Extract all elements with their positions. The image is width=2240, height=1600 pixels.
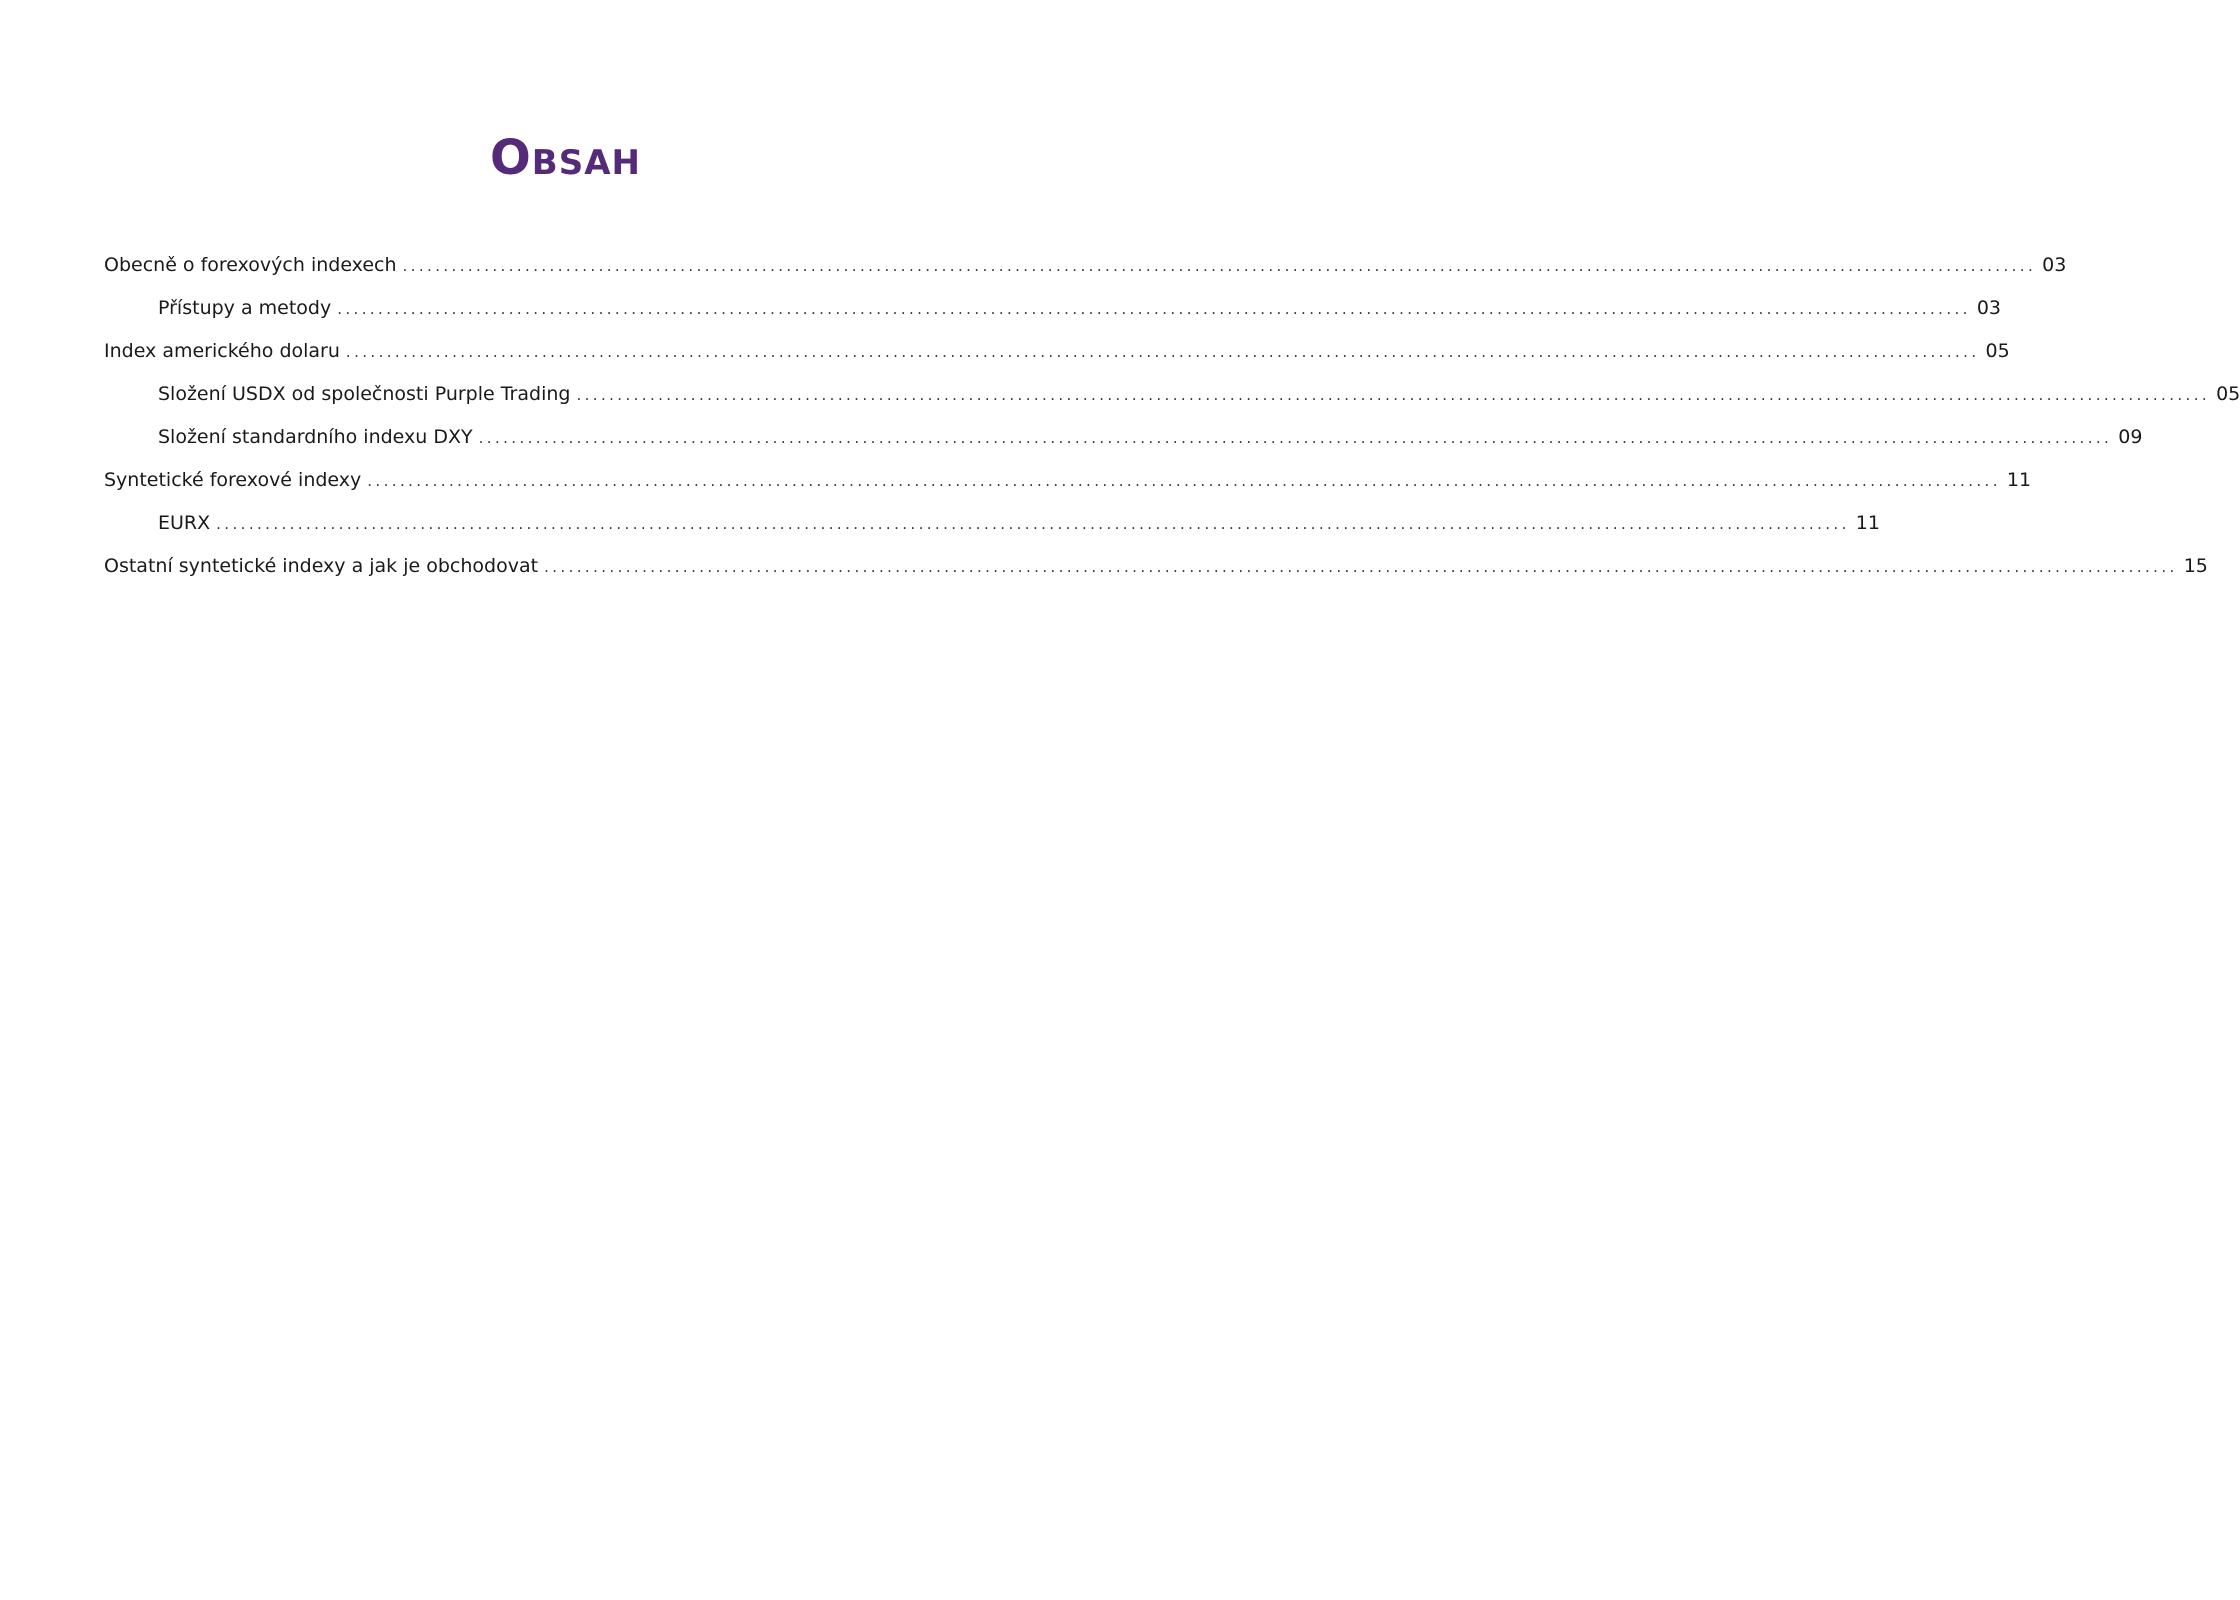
toc-page-number: 09	[2118, 426, 2143, 448]
toc-page-number: 15	[2183, 555, 2208, 577]
toc-entry[interactable]	[104, 416, 2143, 459]
toc-dot-leader: ........................................................................................................................................................................................................	[216, 515, 1850, 533]
toc-dot-leader: ........................................................................................................................................................................................................	[576, 386, 2211, 404]
toc-page-number: 03	[1976, 297, 2002, 319]
toc-entry[interactable]	[104, 244, 2067, 287]
toc-entry-label: Index amerického dolaru	[104, 340, 340, 362]
toc-dot-leader: ........................................................................................................................................................................................................	[544, 558, 2178, 576]
toc-page-number: 05	[2216, 383, 2240, 405]
toc-entry-label: Obecně o forexových indexech	[104, 254, 397, 276]
toc-entry-label: Složení standardního indexu DXY	[158, 426, 473, 448]
toc-entry-label: EURX	[158, 512, 211, 534]
toc-dot-leader: ........................................................................................................................................................................................................	[337, 300, 1971, 318]
toc-entry-label: Syntetické forexové indexy	[104, 469, 362, 491]
toc-entry-label: Složení USDX od společnosti Purple Trading	[158, 383, 571, 405]
toc-entry[interactable]	[104, 373, 2240, 416]
toc-page-number: 03	[2042, 254, 2067, 276]
toc-entry[interactable]	[104, 459, 2032, 502]
toc-entry-label: Přístupy a metody	[158, 297, 332, 319]
toc-page-number: 11	[2006, 469, 2032, 491]
table-of-contents	[104, 244, 2240, 588]
toc-entry[interactable]	[104, 287, 2002, 330]
toc-entry-label: Ostatní syntetické indexy a jak je obchodovat	[104, 555, 539, 577]
toc-entry[interactable]	[104, 545, 2208, 588]
toc-dot-leader: ........................................................................................................................................................................................................	[402, 257, 2037, 275]
toc-dot-leader: ........................................................................................................................................................................................................	[345, 343, 1980, 361]
toc-dot-leader: ........................................................................................................................................................................................................	[478, 429, 2113, 447]
page-title: Obsah	[490, 130, 641, 186]
toc-entry[interactable]	[104, 502, 1880, 545]
toc-page-number: 05	[1985, 340, 2010, 362]
toc-page-number: 11	[1855, 512, 1880, 534]
toc-entry[interactable]	[104, 330, 2010, 373]
toc-dot-leader: ........................................................................................................................................................................................................	[367, 472, 2001, 490]
